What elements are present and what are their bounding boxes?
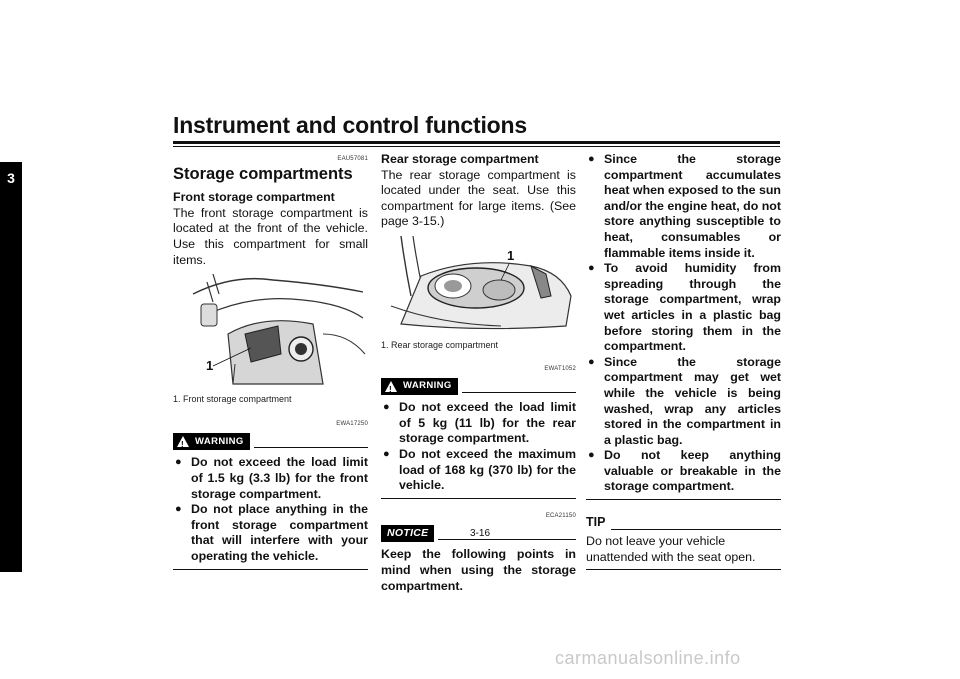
page-number: 3-16 [470,528,491,539]
header-rule-thin [173,146,780,147]
tip-end-rule [586,569,781,570]
warning-end-rule [381,498,576,499]
front-storage-figure [173,274,368,388]
figure-caption: 1. Rear storage compartment [381,339,499,350]
list-item: ● To avoid humidity from spreading through the storage compartment, wrap wet articles in a plastic bag before storing them in the compartment. [586,261,781,355]
list-item: ● Do not exceed the load limit of 5 kg (11 lb) for the rear storage compartment. [381,400,576,447]
warning-list [173,455,368,564]
front-storage-illustration [173,274,368,388]
notice-list [586,152,781,495]
warning-code: EWAT1052 [544,365,576,372]
warning-list [381,400,576,494]
rear-storage-figure [381,236,576,332]
list-item: ● Do not keep anything valuable or breakable in the storage compartment. [586,448,781,495]
tip-text: Do not leave your vehicle unattended with the seat open. [586,534,756,564]
header-rule [173,141,780,144]
list-item: ● Since the storage compartment accumulates heat when exposed to the sun and/or the engine heat, do not store anything susceptible to heat, consumables or flammable items inside it. [586,152,781,261]
figure-callout: 1 [206,358,214,374]
warning-triangle-icon: ! [177,436,189,447]
notice-badge: NOTICE [381,525,434,542]
warning-end-rule [173,569,368,570]
tip-header [586,514,781,532]
section-code: EAU57081 [337,156,368,162]
list-item: ● Do not place anything in the front storage compartment that will interfere with your operating the vehicle. [173,502,368,564]
section-title: Storage compartments [173,164,353,183]
warning-code: EWA17250 [336,420,368,427]
watermark: carmanualsonline.info [555,648,741,668]
warning-header [173,432,368,450]
notice-text: Keep the following points in mind when using the storage compartment. [381,547,576,593]
list-item: ● Do not exceed the maximum load of 168 kg (370 lb) for the vehicle. [381,447,576,494]
left-column [173,152,368,570]
notice-code: ECA21150 [545,512,576,519]
tip-label: TIP [586,515,606,530]
notice-end-rule [586,499,781,500]
warning-triangle-icon: ! [385,381,397,392]
page-title: Instrument and control functions [173,112,527,138]
front-heading: Front storage compartment [173,190,335,205]
front-text: The front storage compartment is located at the front of the vehicle. Use this compartment for small items. [173,205,368,267]
warning-badge: ! WARNING [173,433,250,450]
figure-callout: 1 [507,247,515,263]
figure-caption: 1. Front storage compartment [173,394,292,405]
chapter-tab: 3 [0,162,22,572]
rear-storage-illustration [381,236,576,332]
list-item: ● Since the storage compartment may get wet while the vehicle is being washed, wrap any articles stored in the compartment in a plastic bag. [586,355,781,449]
warning-header [381,377,576,395]
warning-badge: ! WARNING [381,378,458,395]
rear-text: The rear storage compartment is located under the seat. Use this compartment for large items. (See page 3-15.) [381,167,576,229]
right-column [586,152,781,570]
list-item: ● Do not exceed the load limit of 1.5 kg (3.3 lb) for the front storage compartment. [173,455,368,502]
rear-heading: Rear storage compartment [381,152,539,166]
